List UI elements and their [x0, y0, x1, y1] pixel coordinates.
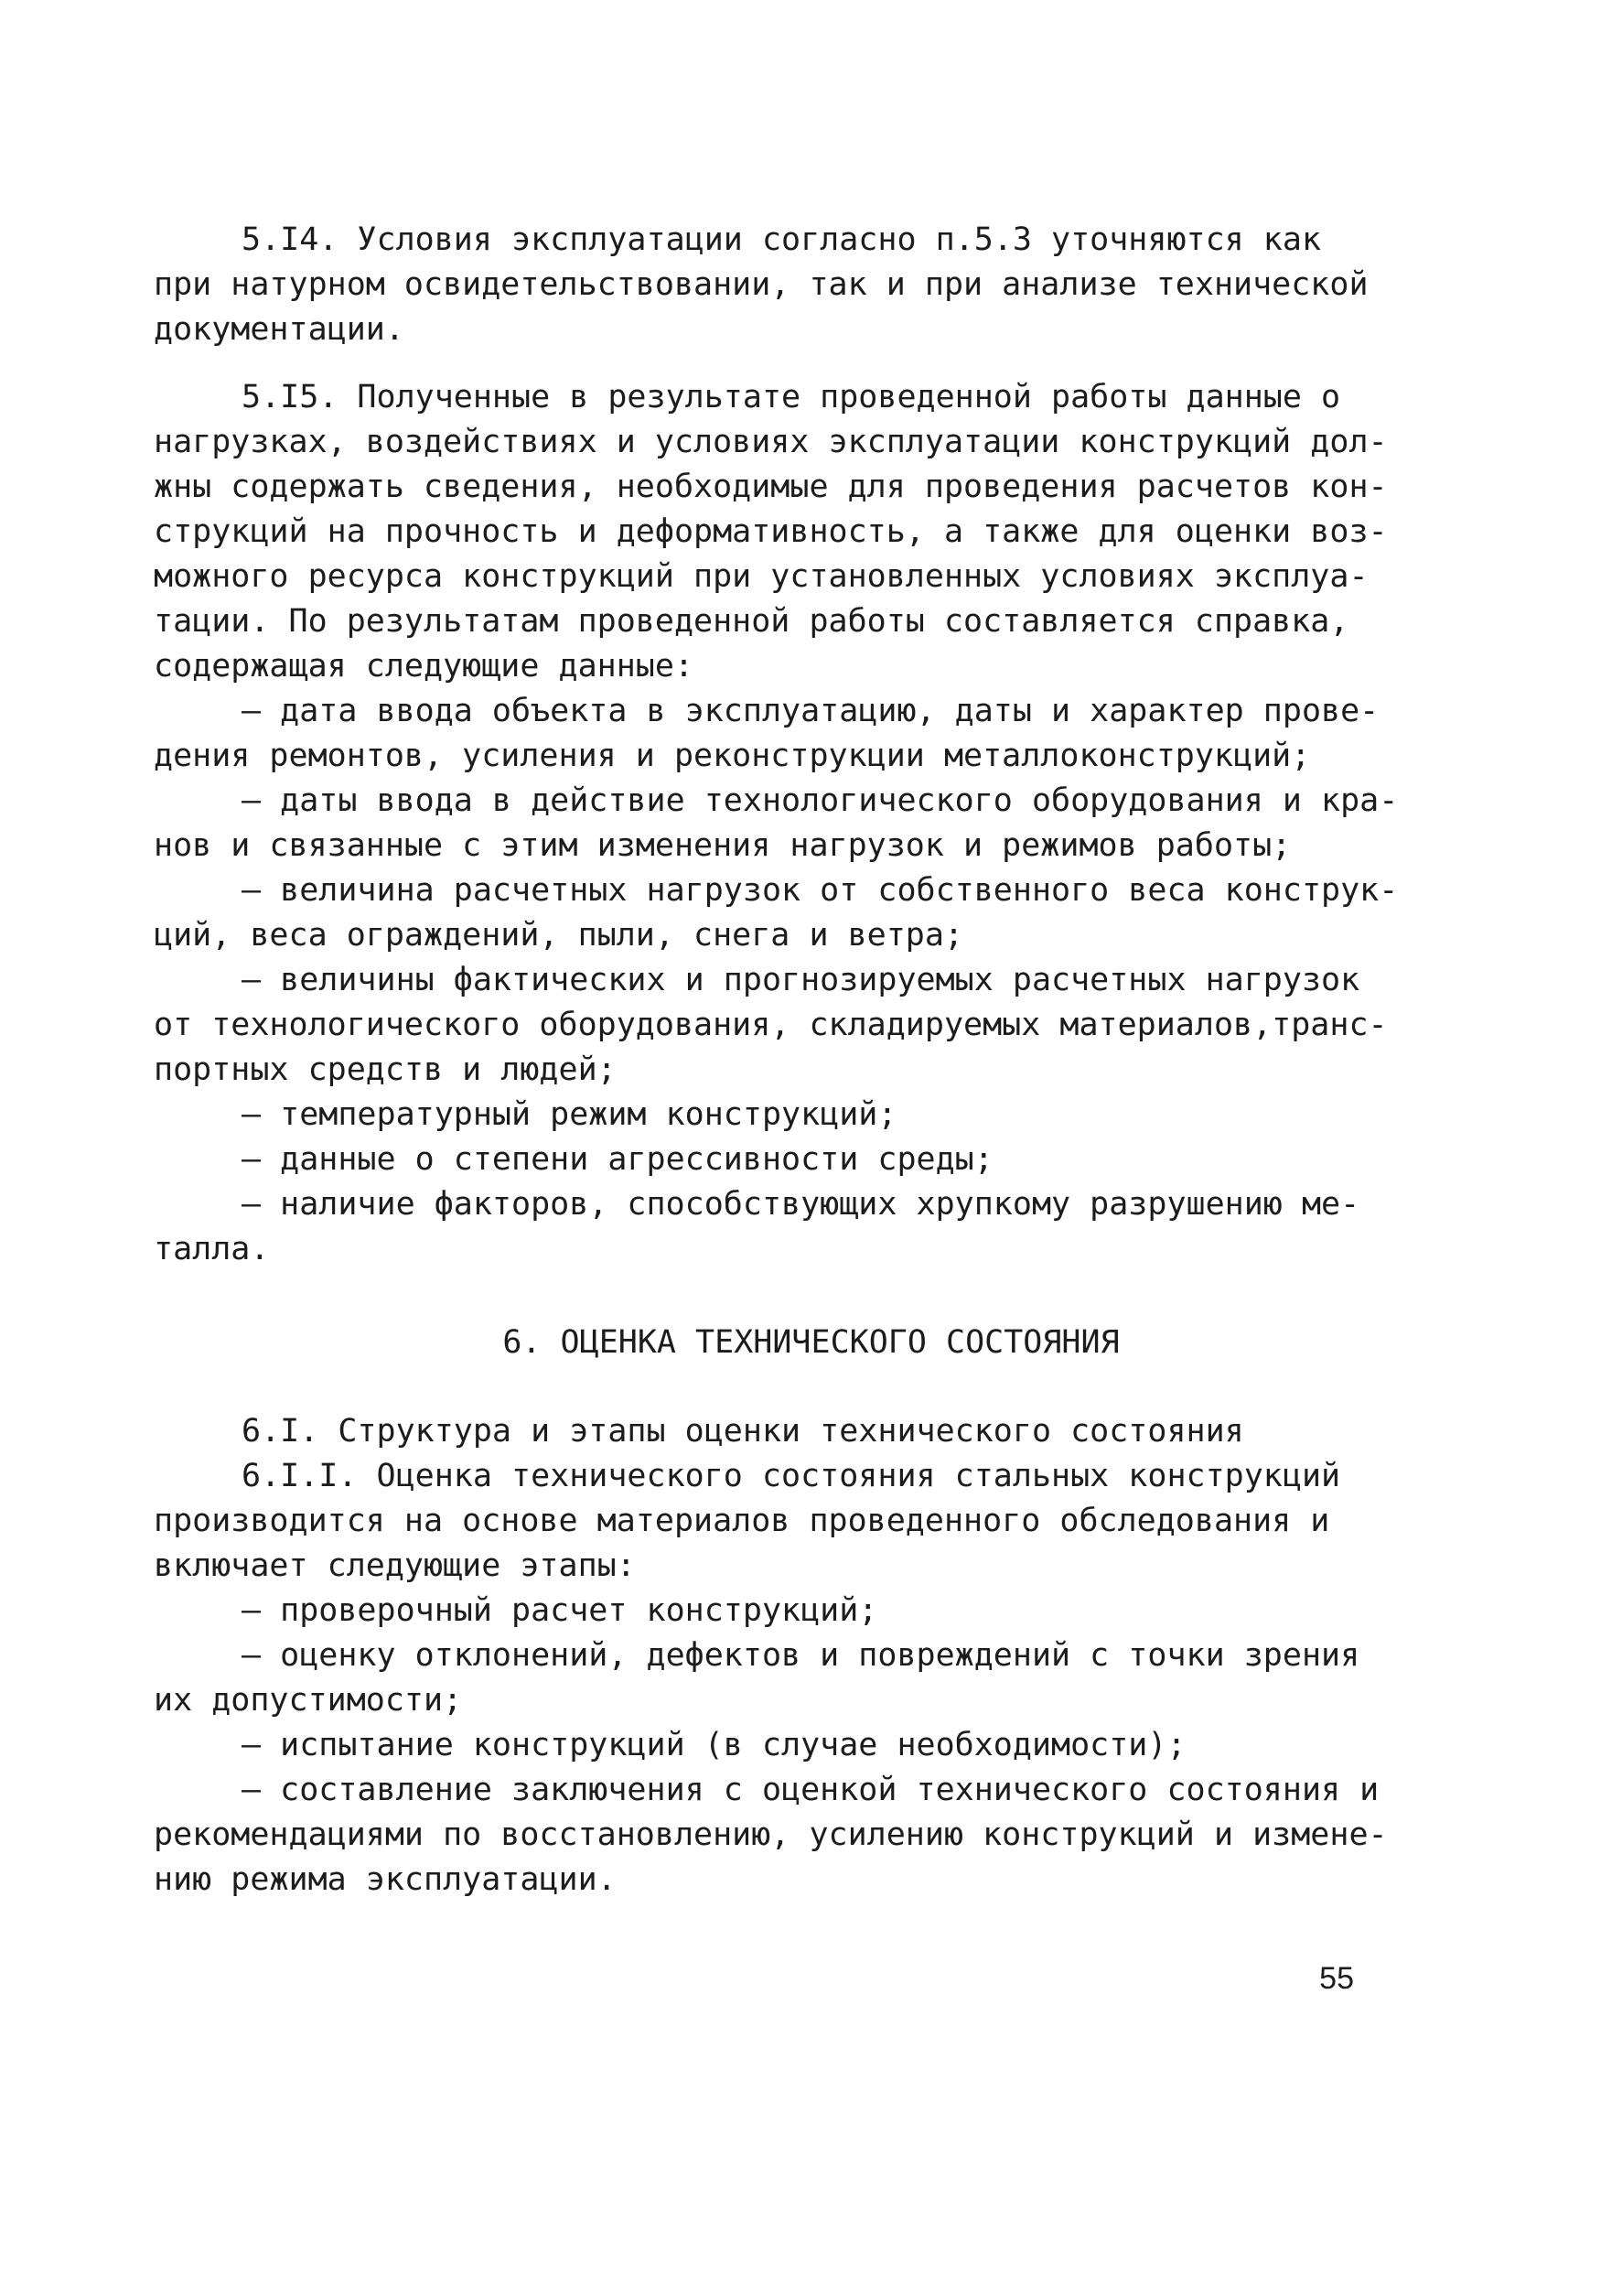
- paragraph-line: нагрузках, воздействиях и условиях эксплуатации конструкций дол-: [154, 424, 1388, 460]
- paragraph-line: можного ресурса конструкций при установленных условиях эксплуа-: [154, 558, 1369, 595]
- list-5-15: [154, 689, 1399, 1272]
- list-item-line: портных средств и людей;: [154, 1051, 617, 1088]
- paragraph-line: включает следующие этапы:: [154, 1547, 636, 1584]
- paragraph-line: 5.I5. Полученные в результате проведенной работы данные о: [242, 379, 1341, 415]
- list-item-line: нов и связанные с этим изменения нагрузок и режимов работы;: [154, 827, 1292, 864]
- paragraph-line: тации. По результатам проведенной работы составляется справка,: [154, 603, 1349, 640]
- list-item-line: – даты ввода в действие технологического оборудования и кра-: [242, 782, 1399, 819]
- list-item-line: – величины фактических и прогнозируемых расчетных нагрузок: [242, 962, 1360, 998]
- section-heading: 6. ОЦЕНКА ТЕХНИЧЕСКОГО СОСТОЯНИЯ: [502, 1324, 1120, 1361]
- paragraph-line: 6.I.I. Оценка технического состояния стальных конструкций: [242, 1458, 1341, 1494]
- list-6-1-1: [154, 1589, 1388, 1903]
- paragraph-line: содержащая следующие данные:: [154, 648, 694, 684]
- list-item-line: нию режима эксплуатации.: [154, 1861, 617, 1898]
- paragraph-line: производится на основе материалов проведенного обследования и: [154, 1503, 1330, 1539]
- list-item-line: рекомендациями по восстановлению, усилению конструкций и измене-: [154, 1816, 1388, 1853]
- list-item-line: – дата ввода объекта в эксплуатацию, даты и характер прове-: [242, 693, 1380, 729]
- list-item-line: – наличие факторов, способствующих хрупкому разрушению ме-: [242, 1186, 1360, 1223]
- paragraph-line: жны содержать сведения, необходимые для проведения расчетов кон-: [154, 469, 1388, 505]
- paragraph-line: 5.I4. Условия эксплуатации согласно п.5.3 уточняются как: [242, 221, 1322, 258]
- list-item-line: – испытание конструкций (в случае необходимости);: [242, 1727, 1187, 1763]
- list-item-line: – величина расчетных нагрузок от собственного веса конструк-: [242, 872, 1399, 909]
- paragraph-6-1: [154, 1409, 1380, 1454]
- list-item-line: талла.: [154, 1231, 270, 1267]
- list-item-line: – данные о степени агрессивности среды;: [242, 1141, 994, 1178]
- list-item-line: ций, веса ограждений, пыли, снега и ветра;: [154, 917, 964, 954]
- page-number: 55: [1319, 1961, 1354, 1996]
- paragraph-line: документации.: [154, 311, 404, 348]
- paragraph-line: при натурном освидетельствовании, так и при анализе технической: [154, 266, 1369, 303]
- list-item-line: их допустимости;: [154, 1682, 463, 1719]
- list-item-line: дения ремонтов, усиления и реконструкции металлоконструкций;: [154, 738, 1311, 774]
- list-item-line: – составление заключения с оценкой технического состояния и: [242, 1772, 1380, 1808]
- paragraph-6-1-1: [154, 1454, 1380, 1589]
- list-item-line: – температурный режим конструкций;: [242, 1096, 897, 1133]
- list-item-line: – оценку отклонений, дефектов и повреждений с точки зрения: [242, 1637, 1360, 1674]
- list-item-line: – проверочный расчет конструкций;: [242, 1592, 878, 1629]
- paragraph-5-15: [154, 375, 1388, 689]
- list-item-line: от технологического оборудования, складируемых материалов,транс-: [154, 1007, 1388, 1043]
- paragraph-5-14: [154, 218, 1380, 352]
- paragraph-line: 6.I. Структура и этапы оценки технического состояния: [242, 1413, 1244, 1450]
- paragraph-line: струкций на прочность и деформативность, а также для оценки воз-: [154, 513, 1388, 550]
